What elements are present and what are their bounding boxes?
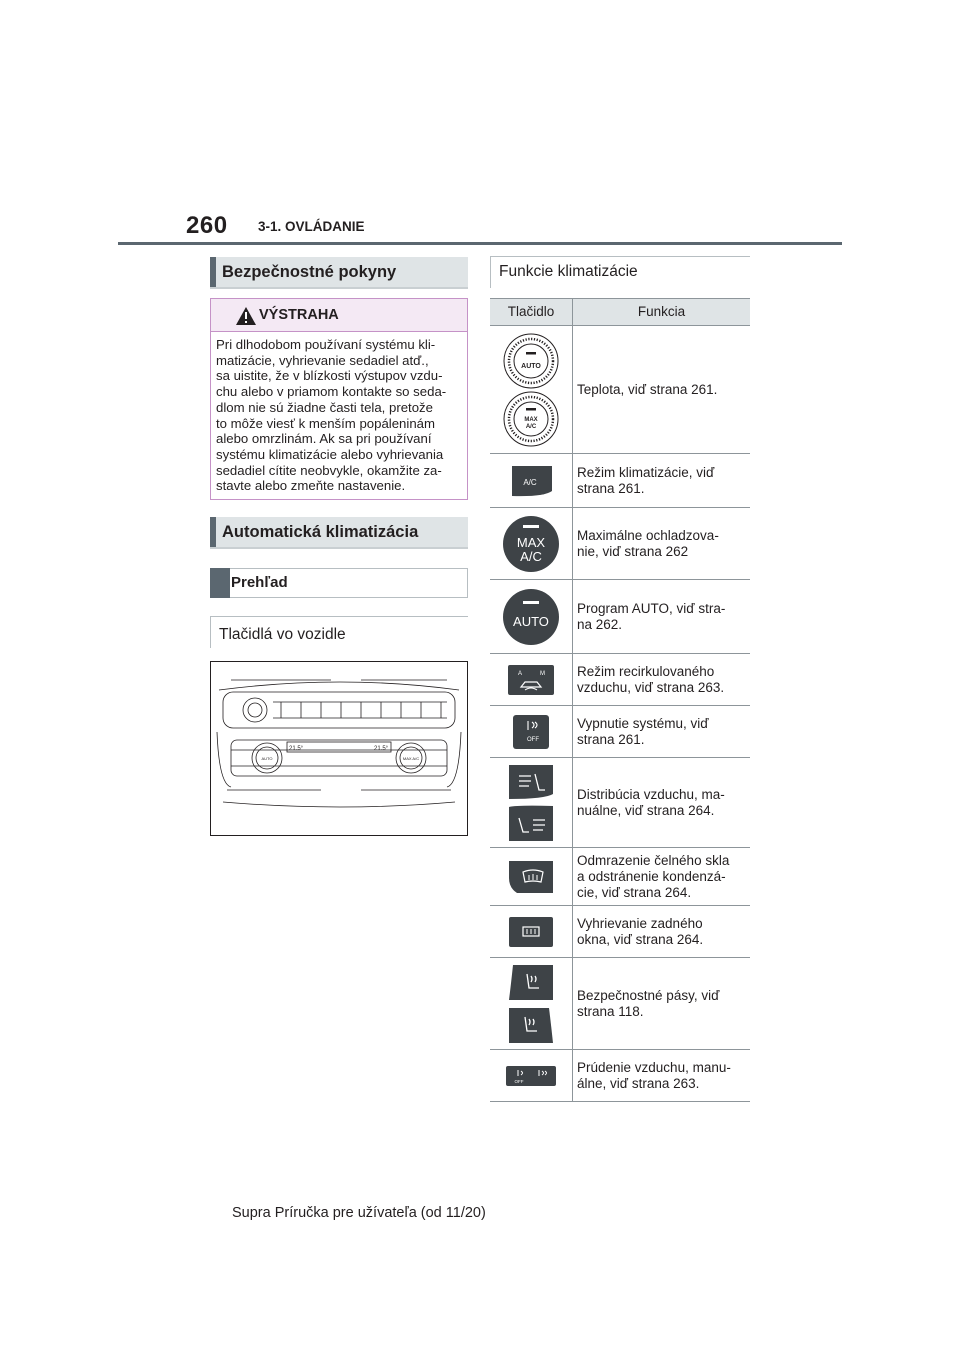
column-header-function: Funkcia <box>573 299 751 326</box>
buttons-heading <box>210 616 468 648</box>
warning-line: sa uistite, že v blízkosti výstupov vzdu- <box>216 368 443 384</box>
warning-line: to môže viesť k menším popáleninám <box>216 415 435 431</box>
warning-line: sedadiel cítite neobvykle, okamžite za- <box>216 462 442 478</box>
knob-ac-label: A/C <box>525 423 537 430</box>
function-line: Prúdenie vzduchu, manu- <box>577 1059 731 1075</box>
function-line: Vyhrievanie zadného <box>577 915 703 931</box>
function-line: strana 118. <box>577 1003 644 1019</box>
function-text <box>573 906 751 958</box>
warning-title: VÝSTRAHA <box>259 307 339 323</box>
temperature-knobs-icon <box>490 326 573 454</box>
table-row <box>490 580 750 654</box>
function-text <box>573 1050 751 1102</box>
off-button-icon <box>490 706 573 758</box>
recirculation-button-icon <box>490 654 573 706</box>
function-line: strana 261. <box>577 480 645 496</box>
function-line: Režim klimatizácie, viď <box>577 464 715 480</box>
table-header-row <box>490 299 750 326</box>
knob-auto-label: AUTO <box>521 362 541 370</box>
warning-line: matizácie, vyhrievanie sedadiel atď., <box>216 352 429 368</box>
header-divider <box>118 242 842 245</box>
warning-line: stavte alebo zmeňte nastavenie. <box>216 478 406 494</box>
function-line: Vypnutie systému, viď <box>577 715 709 731</box>
functions-heading-text: Funkcie klimatizácie <box>499 263 638 280</box>
rear-window-heat-button-icon <box>490 906 573 958</box>
seat-heating-buttons-icon <box>490 958 573 1050</box>
function-text <box>573 848 751 906</box>
knob-max-label: MAX <box>524 416 538 423</box>
off-label: OFF <box>527 736 539 743</box>
function-line: Teplota, viď strana 261. <box>577 381 718 397</box>
warning-line: Pri dlhodobom používaní systému kli- <box>216 337 436 352</box>
windshield-defrost-button-icon <box>490 848 573 906</box>
auto-button-icon <box>490 580 573 654</box>
function-text <box>573 326 751 454</box>
airflow-buttons-icon <box>490 1050 573 1102</box>
panel-temp-right: 21.5° <box>374 746 389 752</box>
function-line: Distribúcia vzduchu, ma- <box>577 786 725 802</box>
section-heading-safety <box>210 257 468 289</box>
table-row <box>490 654 750 706</box>
functions-heading <box>490 256 750 288</box>
panel-knob-right-label: MAX A/C <box>402 756 420 761</box>
panel-temp-left: 21.5° <box>289 746 304 752</box>
function-text <box>573 958 751 1050</box>
warning-header <box>211 299 467 332</box>
function-line: Program AUTO, viď stra- <box>577 600 726 616</box>
function-line: nie, viď strana 262 <box>577 543 689 559</box>
function-text <box>573 508 751 580</box>
table-row <box>490 706 750 758</box>
function-line: vzduchu, viď strana 263. <box>577 679 725 695</box>
warning-line: dlom nie sú žiadne časti tela, pretože <box>216 399 433 415</box>
section-heading-climate <box>210 517 468 549</box>
ac-label: A/C <box>523 477 537 487</box>
section-heading-safety-text: Bezpečnostné pokyny <box>222 263 397 281</box>
table-row <box>490 906 750 958</box>
function-line: na 262. <box>577 616 623 632</box>
function-text <box>573 580 751 654</box>
function-text <box>573 758 751 848</box>
warning-line: chu alebo v priamom kontakte so seda- <box>216 384 447 400</box>
climate-panel-illustration <box>210 661 468 836</box>
recirc-a-label: A <box>518 670 523 677</box>
ac-button-icon <box>490 454 573 508</box>
page-number: 260 <box>186 212 228 239</box>
auto-label: AUTO <box>513 613 549 629</box>
function-text <box>573 454 751 508</box>
warning-box <box>210 298 468 500</box>
subsection-heading-overview <box>210 568 468 598</box>
page-footer: Supra Príručka pre užívateľa (od 11/20) <box>232 1205 486 1221</box>
air-distribution-buttons-icon <box>490 758 573 848</box>
max-ac-label: A/C <box>520 548 542 564</box>
function-line: okna, viď strana 264. <box>577 931 704 947</box>
subsection-heading-overview-text: Prehľad <box>231 574 288 591</box>
function-text <box>573 654 751 706</box>
function-text <box>573 706 751 758</box>
function-line: Maximálne ochladzova- <box>577 527 719 543</box>
panel-knob-left-label: AUTO <box>261 756 273 761</box>
function-line: Odmrazenie čelného skla <box>577 852 730 868</box>
warning-line: systému klimatizácie alebo vyhrievania <box>216 446 444 462</box>
functions-table <box>490 298 750 1102</box>
function-line: álne, viď strana 263. <box>577 1075 700 1091</box>
table-row <box>490 758 750 848</box>
table-row <box>490 958 750 1050</box>
table-row <box>490 326 750 454</box>
table-row <box>490 1050 750 1102</box>
warning-triangle-icon <box>236 307 256 325</box>
section-heading-climate-text: Automatická klimatizácia <box>222 523 419 541</box>
warning-line: alebo omrzlinám. Ak sa pri používaní <box>216 431 432 447</box>
table-row <box>490 454 750 508</box>
function-line: strana 261. <box>577 731 645 747</box>
function-line: Bezpečnostné pásy, viď <box>577 987 720 1003</box>
chapter-title: 3-1. OVLÁDANIE <box>258 219 365 234</box>
function-line: nuálne, viď strana 264. <box>577 802 715 818</box>
buttons-heading-text: Tlačidlá vo vozidle <box>219 626 346 643</box>
warning-text <box>211 332 467 494</box>
recirc-m-label: M <box>540 670 545 677</box>
column-header-button: Tlačidlo <box>490 299 573 326</box>
airflow-off-label: OFF <box>514 1078 524 1084</box>
function-line: Režim recirkulovaného <box>577 663 715 679</box>
max-ac-button-icon <box>490 508 573 580</box>
table-row <box>490 508 750 580</box>
function-line: a odstránenie kondenzá- <box>577 868 726 884</box>
function-line: cie, viď strana 264. <box>577 884 692 900</box>
dashboard-drawing <box>211 662 467 835</box>
table-row <box>490 848 750 906</box>
max-label: MAX <box>516 534 546 550</box>
